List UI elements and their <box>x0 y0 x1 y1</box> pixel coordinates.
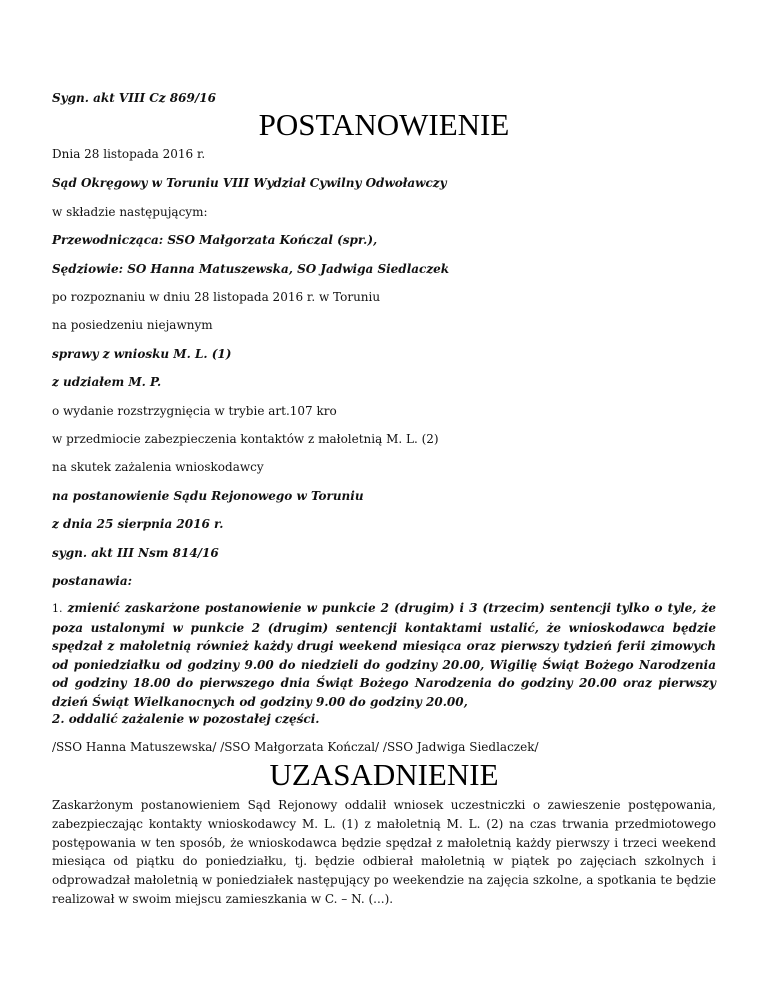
ruling-point-1 <box>52 599 716 712</box>
case-line: sprawy z wniosku M. L. (1) <box>52 347 232 361</box>
resolves-heading: postanawia: <box>52 574 133 588</box>
justification-title: UZASADNIENIE <box>269 757 499 792</box>
justification-paragraph: Zaskarżonym postanowieniem Sąd Rejonowy oddalił wniosek uczestniczki o zawieszenie postępowania, zabezpieczając kontakty wnioskodawcy M. L. (1) z małoletnią M. L. (2) na czas trwania przedmiotowego postępowania w ten sposób, że wnioskodawca będzie spędzał z małoletnią każdy pierwszy i trzeci weekend miesiąca od piątku do poniedziałku, tj. będzie odbierał małoletnią w piątek po zajęciach szkolnych i odprowadzał małoletnią w poniedziałek następujący po weekendzie na zajęcia szkolne, a spotkania te będzie realizował w swoim miejscu zamieszkania w C. – N. (...). <box>52 798 716 906</box>
document-title: POSTANOWIENIE <box>258 107 510 142</box>
point-1-text: zmienić zaskarżone postanowienie w punkcie 2 (drugim) i 3 (trzecim) sentencji tylko o tyle, że poza ustalonymi w punkcie 2 (drugim) sentencji kontaktami ustalić, że wnioskodawca będzie spędzał z małoletnią również każdy drugi weekend miesiąca oraz pierwszy tydzień ferii zimowych od poniedziałku od godziny 9.00 do niedzieli do godziny 20.00, Wigilię Świąt Bożego Narodzenia od godziny 18.00 do pierwszego dnia Świąt Bożego Narodzenia do godziny 20.00 oraz pierwszy dzień Świąt Wielkanocnych od godziny 9.00 do godziny 20.00, <box>52 601 716 709</box>
point-number: 1. <box>52 602 63 615</box>
decision-date: z dnia 25 sierpnia 2016 r. <box>52 517 224 531</box>
ruling-point-2: 2. oddalić zażalenie w pozostałej części. <box>52 712 320 726</box>
composition-intro: w składzie następującym: <box>52 205 208 219</box>
presiding-judge: Przewodnicząca: SSO Małgorzata Kończal (spr.), <box>52 233 378 247</box>
judges-signatures: /SSO Hanna Matuszewska/ /SSO Małgorzata Kończal/ /SSO Jadwiga Siedlaczek/ <box>52 740 539 754</box>
participant-line: z udziałem M. P. <box>52 375 162 389</box>
review-line: po rozpoznaniu w dniu 28 listopada 2016 r. w Toruniu <box>52 290 381 304</box>
subject-line: w przedmiocie zabezpieczenia kontaktów z małoletnią M. L. (2) <box>52 432 439 446</box>
court-name: Sąd Okręgowy w Toruniu VIII Wydział Cywilny Odwoławczy <box>52 176 447 190</box>
decision-reference: na postanowienie Sądu Rejonowego w Toruniu <box>52 489 364 503</box>
decision-signature: sygn. akt III Nsm 814/16 <box>52 546 219 560</box>
session-line: na posiedzeniu niejawnym <box>52 318 213 332</box>
case-signature: Sygn. akt VIII Cz 869/16 <box>52 91 216 105</box>
issue-line: o wydanie rozstrzygnięcia w trybie art.107 kro <box>52 404 337 418</box>
complaint-line: na skutek zażalenia wnioskodawcy <box>52 460 264 474</box>
date-line: Dnia 28 listopada 2016 r. <box>52 147 206 161</box>
judges-list: Sędziowie: SO Hanna Matuszewska, SO Jadwiga Siedlaczek <box>52 262 450 276</box>
